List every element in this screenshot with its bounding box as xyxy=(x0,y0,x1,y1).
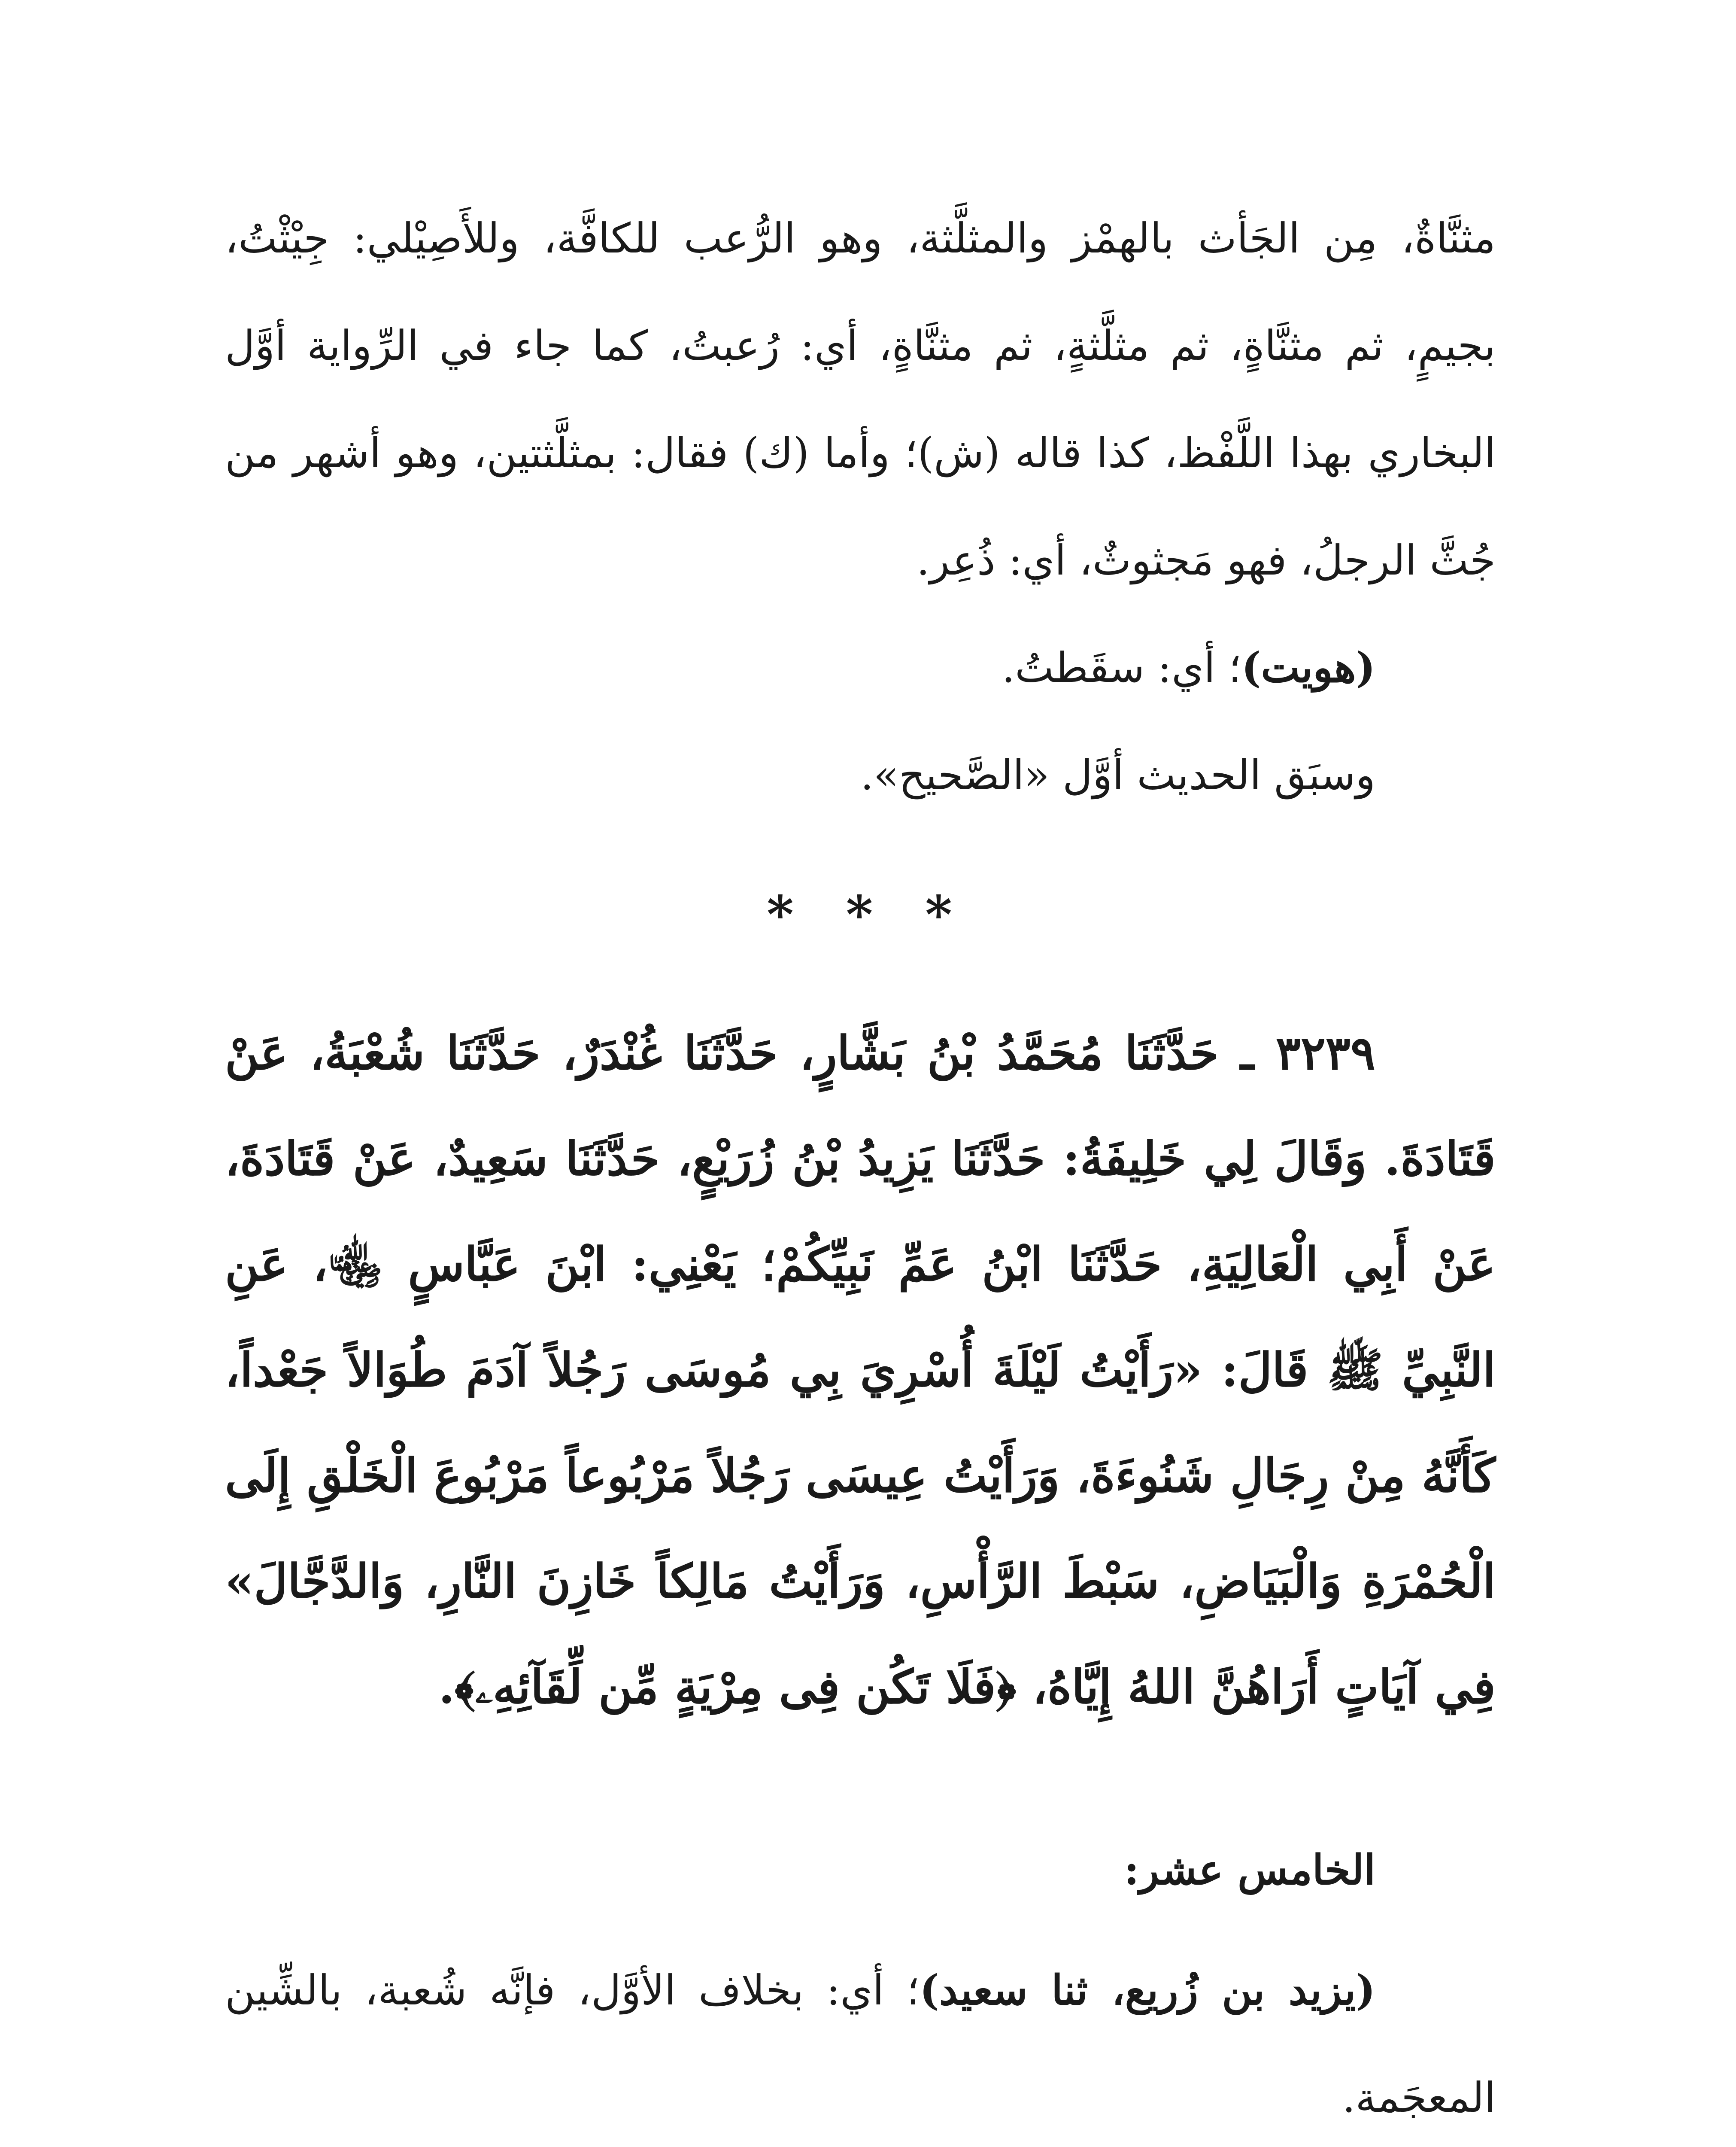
commentary-text: ؛ أي: بخلاف الأوَّل، فإنَّه شُعبة، بالشِّين المعجَمة. xyxy=(225,1966,1496,2122)
commentary-paragraph: وسبَق الحديث أوَّل «الصَّحيح». xyxy=(860,751,1375,799)
hadith-text: ٣٢٣٩ ـ حَدَّثَنَا مُحَمَّدُ بْنُ بَشَّارٍ، حَدَّثَنَا غُنْدَرٌ، حَدَّثَنَا شُعْبَةُ، عَنْ قَتَادَةَ. وَقَالَ لِي خَلِيفَةُ: حَدَّثَنَا يَزِيدُ بْنُ زُرَيْعٍ، حَدَّثَنَا سَعِيدٌ، عَنْ قَتَادَةَ، عَنْ أَبِي الْعَالِيَةِ، حَدَّثَنَا ابْنُ عَمِّ نَبِيِّكُمْ؛ يَعْنِي: ابْنَ عَبَّاسٍ ﵄، عَنِ النَّبِيِّ ﷺ قَالَ: «رَأَيْتُ لَيْلَةَ أُسْرِيَ بِي مُوسَى رَجُلاً آدَمَ طُوَالاً جَعْداً، كَأَنَّهُ مِنْ رِجَالِ شَنُوءَةَ، وَرَأَيْتُ عِيسَى رَجُلاً مَرْبُوعاً مَرْبُوعَ الْخَلْقِ إِلَى الْحُمْرَةِ وَالْبَيَاضِ، سَبْطَ الرَّأْسِ، وَرَأَيْتُ مَالِكاً خَازِنَ النَّارِ، وَالدَّجَّالَ» فِي آيَاتٍ أَرَاهُنَّ اللهُ إِيَّاهُ، ﴿فَلَا تَكُن فِى مِرْيَةٍ مِّن لِّقَآئِهِۦ﴾. xyxy=(225,1026,1496,1714)
quoted-phrase: (هويت) xyxy=(1241,643,1375,692)
hadith-block xyxy=(225,1001,1496,1740)
section-heading: الخامس عشر: xyxy=(1124,1846,1375,1894)
commentary-paragraph xyxy=(225,1937,1496,2147)
commentary-bottom xyxy=(225,1816,1496,2147)
section-separator: * * * xyxy=(767,885,969,945)
commentary-text: ؛ أي: سقَطتُ. xyxy=(1002,644,1241,692)
commentary-paragraph: مثنَّاةٌ، مِن الجَأث بالهمْز والمثلَّثة، وهو الرُّعب للكافَّة، وللأَصِيْلي: جِيْثْتُ، بجيمٍ، ثم مثنَّاةٍ، ثم مثلَّثةٍ، ثم مثنَّاةٍ، أي: رُعبتُ، كما جاء في الرِّواية أوَّل البخاري بهذا اللَّفْظ، كذا قاله (ش)؛ وأما (ك) فقال: بمثلَّثتين، وهو أشهر من جُثَّ الرجلُ، فهو مَجثوثٌ، أي: ذُعِر. xyxy=(225,214,1496,584)
commentary-top xyxy=(225,185,1496,829)
commentary-paragraph xyxy=(225,614,1496,721)
quoted-phrase: (يزيد بن زُريع، ثنا سعيد) xyxy=(920,1966,1376,2014)
